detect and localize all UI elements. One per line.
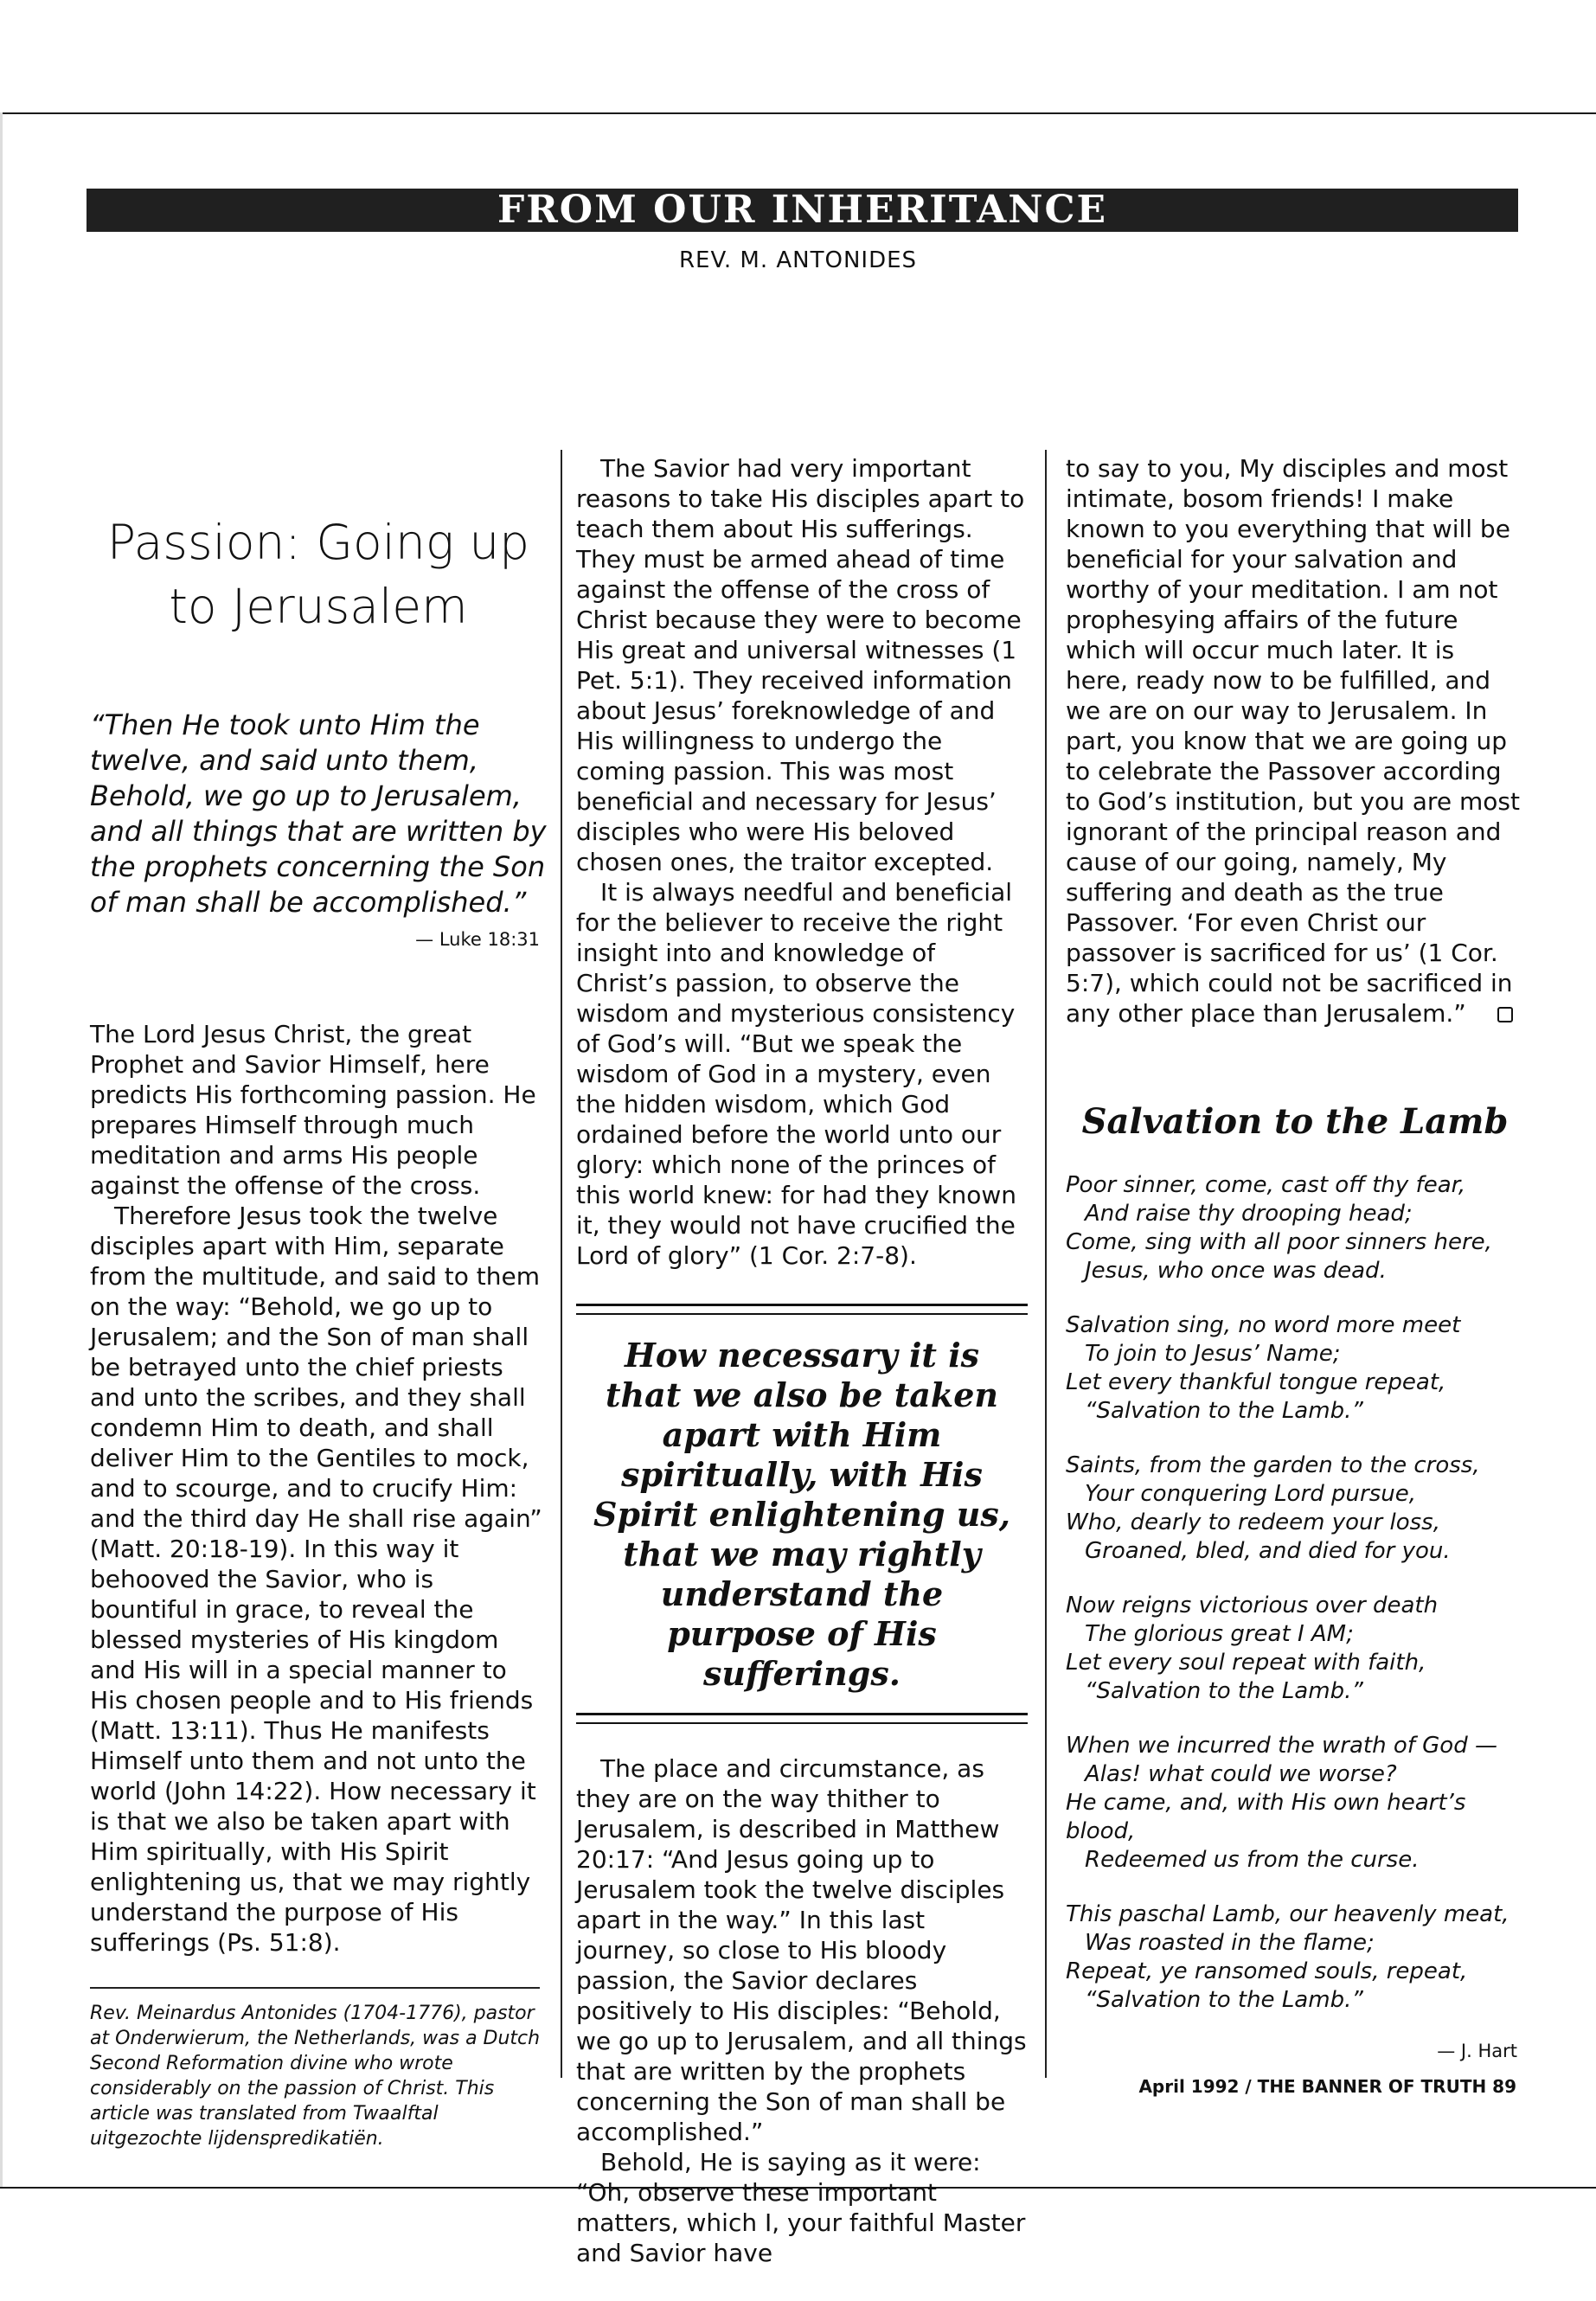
poem-line: Repeat, ye ransomed souls, repeat,: [1066, 1958, 1468, 1984]
paragraph: It is always needful and beneficial for the believer to receive the right insight into and knowledge of Christ’s passion, to observe the wisdom and mysterious consistency of God’s will. “But we speak the wisdom of God in a mystery, even the hidden wisdom, which God ordained before the world unto our glory: which none of the princes of this world knew: for had they known it, they would not have crucified the Lord of glory” (1 Cor. 2:7-8).: [576, 878, 1017, 1270]
author-byline: REV. M. ANTONIDES: [678, 247, 918, 273]
poem-stanza: [1066, 1732, 1524, 1875]
article-body: [90, 1019, 547, 1958]
epigraph: “Then He took unto Him the twelve, and said unto them, Behold, we go up to Jerusalem, and all things that are written by the prophets concerning the Son of man shall be accomplished.”: [90, 708, 547, 919]
poem-line: Groaned, bled, and died for you.: [1085, 1538, 1451, 1564]
poem-line: Jesus, who once was dead.: [1085, 1258, 1387, 1284]
footnote-rule: [90, 1987, 540, 1989]
poem-line: This paschal Lamb, our heavenly meat,: [1066, 1901, 1509, 1927]
poem-line: Saints, from the garden to the cross,: [1066, 1452, 1480, 1478]
poem-stanza: [1066, 1311, 1524, 1426]
poem-line: Let every thankful tongue repeat,: [1066, 1369, 1446, 1395]
column-2: [576, 453, 1028, 2268]
poem-line: He came, and, with His own heart’s blood,: [1066, 1790, 1466, 1844]
poem-author: — J. Hart: [1437, 2041, 1517, 2061]
poem-line: Who, dearly to redeem your loss,: [1066, 1509, 1440, 1535]
poem-line: Redeemed us from the curse.: [1085, 1847, 1420, 1873]
poem-line: Was roasted in the flame;: [1085, 1930, 1375, 1956]
pullquote-rule-bottom: [576, 1713, 1028, 1724]
poem-line: Let every soul repeat with faith,: [1066, 1650, 1426, 1676]
author-footnote: Rev. Meinardus Antonides (1704-1776), pastor at Onderwierum, the Netherlands, was a Dutch Second Reformation divine who wrote considerably on the passion of Christ. This article was translated from Twaalftal uitgezochte lijdenspredikatiën.: [90, 2003, 541, 2150]
column-3: [1066, 453, 1524, 2061]
pullquote-rule-top: [576, 1304, 1028, 1315]
column-divider: [1045, 450, 1047, 2078]
article-title-line: Passion: Going up: [106, 515, 530, 570]
paragraph-text: to say to you, My disciples and most intimate, bosom friends! I make known to you everything that will be beneficial for your salvation and worthy of your meditation. I am not prophesying affairs of the future which will occur much later. It is here, ready now to be fulfilled, and we are on our way to Jerusalem. In part, you know that we are going up to celebrate the Passover according to God’s institution, but you are most ignorant of the principal reason and cause of our going, namely, My suffering and death as the true Passover. ‘For even Christ our passover is sacrificed for us’ (1 Cor. 5:7), which could not be sacrificed in any other place than Jerusalem.”: [1066, 454, 1520, 1028]
poem-line: The glorious great I AM;: [1085, 1621, 1354, 1647]
end-of-article-icon: [1497, 1007, 1513, 1022]
poem-line: To join to Jesus’ Name;: [1085, 1341, 1341, 1367]
poem-line: “Salvation to the Lamb.”: [1085, 1678, 1363, 1704]
poem-line: Alas! what could we worse?: [1085, 1761, 1397, 1787]
pullquote: How necessary it is that we also be taken apart with Him spiritually, with His Spirit enlightening us, that we may rightly understand the purpose of His sufferings.: [593, 1336, 1011, 1693]
poem-stanza: [1066, 1900, 1524, 2015]
poem: [1066, 1171, 1524, 2015]
poem-stanza: [1066, 1452, 1524, 1566]
epigraph-citation: — Luke 18:31: [415, 929, 540, 950]
poem-title: Salvation to the Lamb: [1081, 1101, 1509, 1142]
pullquote-box: [576, 1304, 1028, 1724]
paragraph: Behold, He is saying as it were: “Oh, observe these important matters, which I, your faithful Master and Savior have: [576, 2148, 1026, 2267]
paragraph: [1066, 453, 1524, 1029]
article-body: [576, 453, 1028, 1271]
poem-line: Your conquering Lord pursue,: [1085, 1481, 1416, 1507]
poem-line: Now reigns victorious over death: [1066, 1593, 1439, 1618]
section-banner: FROM OUR INHERITANCE: [87, 189, 1518, 232]
poem-line: Come, sing with all poor sinners here,: [1066, 1229, 1492, 1255]
article-body: [1066, 453, 1524, 1029]
paragraph: The Savior had very important reasons to take His disciples apart to teach them about His sufferings. They must be armed ahead of time against the offense of the cross of Christ because they were to become His great and universal witnesses (1 Pet. 5:1). They received information about Jesus’ foreknowledge of and His willingness to undergo the coming passion. This was most beneficial and necessary for Jesus’ disciples who were His beloved chosen ones, the traitor excepted.: [576, 454, 1025, 876]
poem-line: When we incurred the wrath of God —: [1066, 1733, 1497, 1759]
page-edge-top: [0, 112, 1596, 114]
page-edge-left: [0, 112, 3, 2189]
article-title-line: to Jerusalem: [169, 579, 468, 634]
column-1: [90, 510, 547, 2151]
article-body: [576, 1753, 1028, 2268]
article-title: [90, 510, 547, 638]
page-folio: April 1992 / THE BANNER OF TRUTH 89: [1138, 2076, 1516, 2097]
poem-stanza: [1066, 1171, 1524, 1285]
column-divider: [561, 450, 562, 2078]
poem-line: “Salvation to the Lamb.”: [1085, 1987, 1363, 2013]
poem-line: And raise thy drooping head;: [1085, 1201, 1413, 1227]
poem-line: “Salvation to the Lamb.”: [1085, 1398, 1363, 1424]
poem-line: Poor sinner, come, cast off thy fear,: [1066, 1172, 1466, 1198]
paragraph: The place and circumstance, as they are on the way thither to Jerusalem, is described in Matthew 20:17: “And Jesus going up to Jerusalem took the twelve disciples apart in the way.” In this last journey, so close to His bloody passion, the Savior declares positively to His disciples: “Behold, we go up to Jerusalem, and all things that are written by the prophets concerning the Son of man shall be accomplished.”: [576, 1754, 1027, 2146]
paragraph: Therefore Jesus took the twelve disciples apart with Him, separate from the multitude, and said to them on the way: “Behold, we go up to Jerusalem; and the Son of man shall be betrayed unto the chief priests and unto the scribes, and they shall condemn Him to death, and shall deliver Him to the Gentiles to mock, and to scourge, and to crucify Him: and the third day He shall rise again” (Matt. 20:18-19). In this way it behooved the Savior, who is bountiful in grace, to reveal the blessed mysteries of His kingdom and His will in a special manner to His chosen people and to His friends (Matt. 13:11). Thus He manifests Himself unto them and not unto the world (John 14:22). How necessary it is that we also be taken apart with Him spiritually, with His Spirit enlightening us, that we may rightly understand the purpose of His sufferings (Ps. 51:8).: [90, 1202, 542, 1957]
paragraph: The Lord Jesus Christ, the great Prophet and Savior Himself, here predicts His forthcoming passion. He prepares Himself through much meditation and arms His people against the offense of the cross.: [90, 1020, 536, 1200]
poem-stanza: [1066, 1592, 1524, 1706]
poem-line: Salvation sing, no word more meet: [1066, 1312, 1461, 1338]
